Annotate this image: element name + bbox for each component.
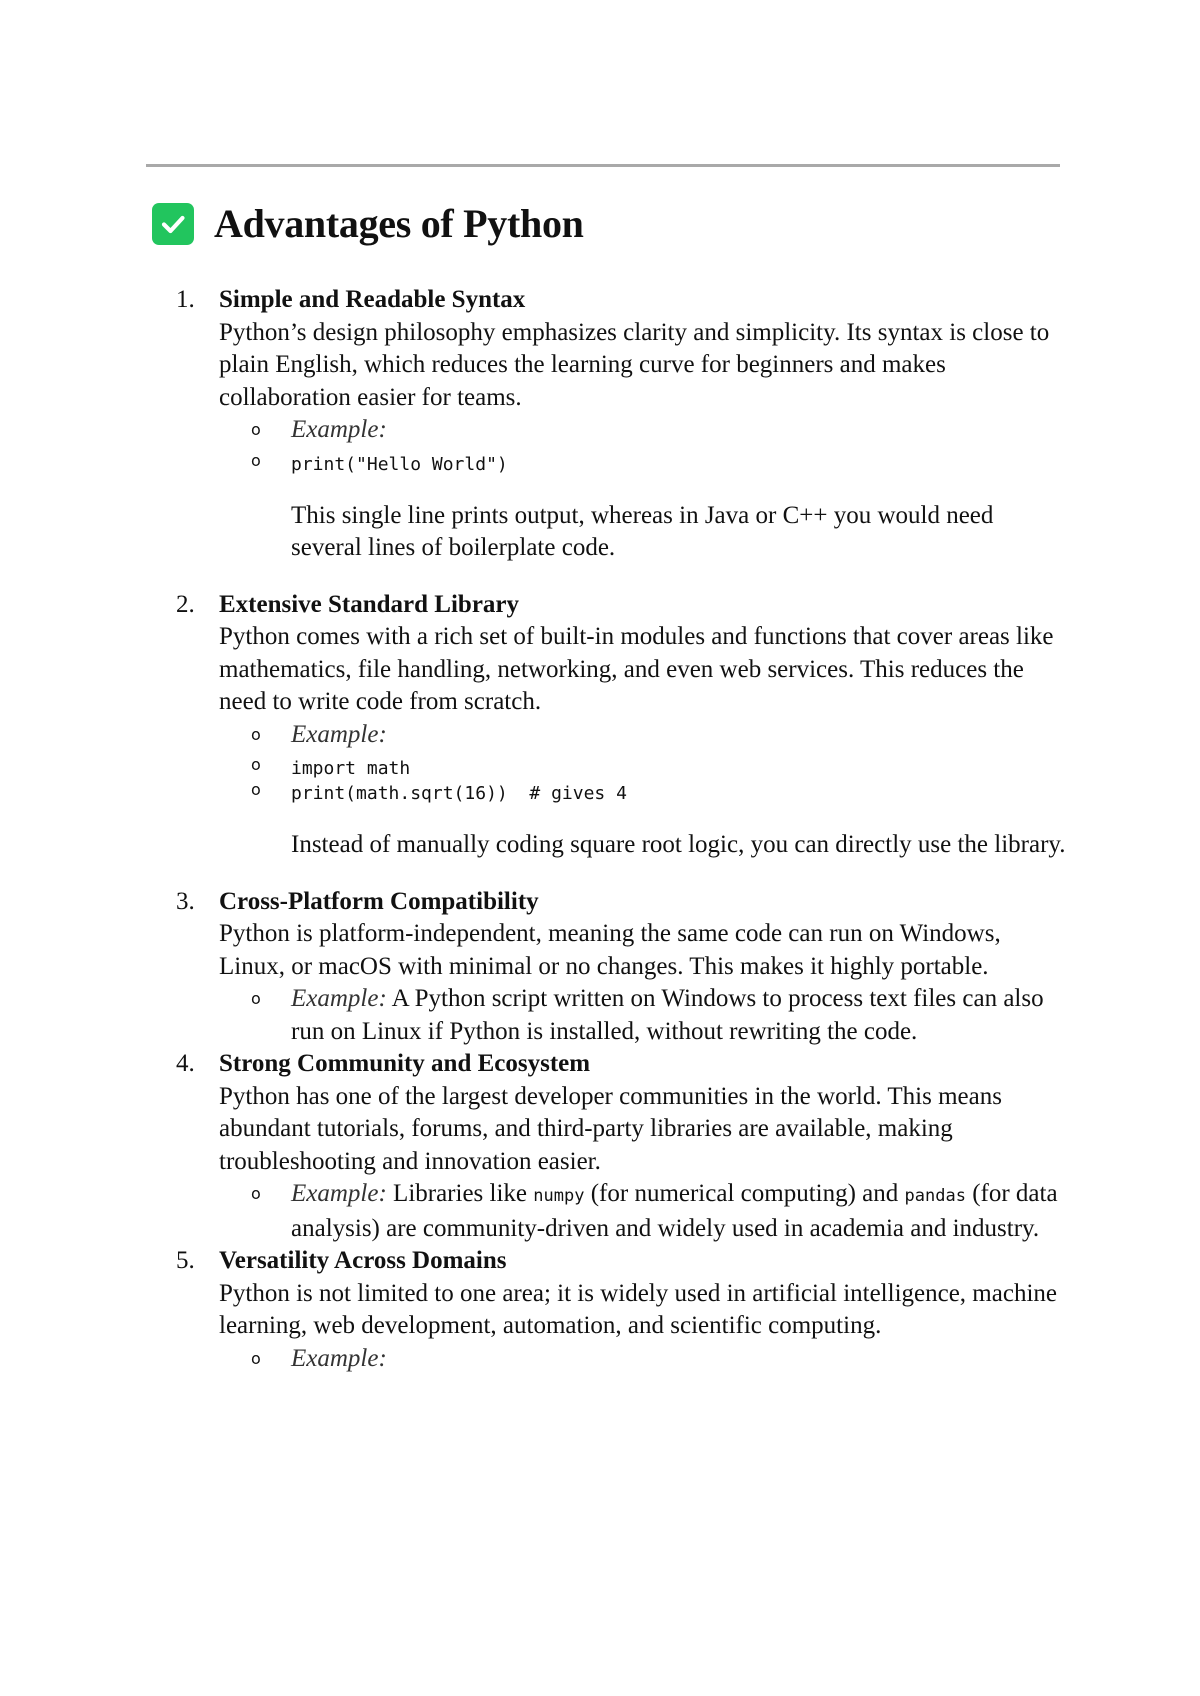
item-body: Python has one of the largest developer communities in the world. This means abundant tutorials, forums, and third-party libraries are available, making troubleshooting and innovation easier. xyxy=(219,1082,1002,1175)
bullet-icon: o xyxy=(251,780,261,799)
item-title: Strong Community and Ecosystem xyxy=(219,1050,591,1077)
list-item xyxy=(176,1245,1066,1375)
example-label: Example: xyxy=(291,416,387,443)
item-body: Python is platform-independent, meaning the same code can run on Windows, Linux, or macOS with minimal or no changes. This makes it highly portable. xyxy=(219,920,1001,980)
item-title: Versatility Across Domains xyxy=(219,1247,507,1274)
bullet-icon: o xyxy=(251,989,261,1008)
list-item xyxy=(176,589,1066,862)
bullet-icon: o xyxy=(251,420,261,439)
example-bullet xyxy=(219,1343,1066,1376)
code-bullet xyxy=(219,447,1066,475)
item-number: 5. xyxy=(176,1247,195,1274)
code-line: print("Hello World") xyxy=(291,453,508,475)
advantages-list xyxy=(176,284,1066,1375)
example-bullet xyxy=(219,1178,1066,1245)
code-bullet xyxy=(219,776,1066,804)
example-note: Instead of manually coding square root logic, you can directly use the library. xyxy=(291,831,1066,858)
example-text: (for data analysis) are community-driven and widely used in academia and industry. xyxy=(291,1180,1058,1242)
example-bullet xyxy=(219,719,1066,752)
item-number: 4. xyxy=(176,1050,195,1077)
horizontal-divider xyxy=(146,164,1060,167)
item-title: Cross-Platform Compatibility xyxy=(219,887,539,915)
example-label: Example: xyxy=(291,985,387,1012)
example-bullet xyxy=(219,983,1066,1048)
code-line: import math xyxy=(291,758,411,779)
example-label: Example: xyxy=(291,1180,387,1207)
item-title: Extensive Standard Library xyxy=(219,590,520,618)
bullet-icon: o xyxy=(251,1348,261,1368)
inline-code: numpy xyxy=(533,1186,585,1206)
section-heading xyxy=(152,200,584,247)
example-text: (for numerical computing) and xyxy=(584,1180,905,1207)
item-body: Python’s design philosophy emphasizes clarity and simplicity. Its syntax is close to plain English, which reduces the learning curve for beginners and makes collaboration easier for teams. xyxy=(219,318,1050,411)
item-title: Simple and Readable Syntax xyxy=(219,286,526,313)
bullet-icon: o xyxy=(251,724,261,744)
code-bullet xyxy=(219,751,1066,779)
bullet-icon: o xyxy=(251,1184,261,1203)
inline-code: pandas xyxy=(904,1186,966,1206)
bullet-icon: o xyxy=(251,450,261,470)
example-label: Example: xyxy=(291,720,387,748)
list-item xyxy=(176,886,1066,1049)
example-note: This single line prints output, whereas in Java or C++ you would need several lines of boilerplate code. xyxy=(291,501,994,561)
item-body: Python is not limited to one area; it is widely used in artificial intelligence, machine learning, web development, automation, and scientific computing. xyxy=(219,1279,1057,1339)
item-number: 3. xyxy=(176,887,195,915)
example-text: A Python script written on Windows to process text files can also run on Linux if Python is installed, without rewriting the code. xyxy=(291,985,1044,1045)
list-item xyxy=(176,1048,1066,1245)
item-number: 1. xyxy=(176,286,195,313)
example-label: Example: xyxy=(291,1344,387,1372)
item-body: Python comes with a rich set of built-in modules and functions that cover areas like mathematics, file handling, networking, and even web services. This reduces the need to write code from scratch. xyxy=(219,623,1054,715)
list-item xyxy=(176,284,1066,565)
item-number: 2. xyxy=(176,590,195,618)
bullet-icon: o xyxy=(251,755,261,774)
check-mark-icon xyxy=(152,203,194,245)
example-text: Libraries like xyxy=(386,1180,534,1207)
page-title: Advantages of Python xyxy=(214,201,584,246)
example-bullet xyxy=(219,414,1066,447)
code-line: print(math.sqrt(16)) # gives 4 xyxy=(291,783,627,804)
